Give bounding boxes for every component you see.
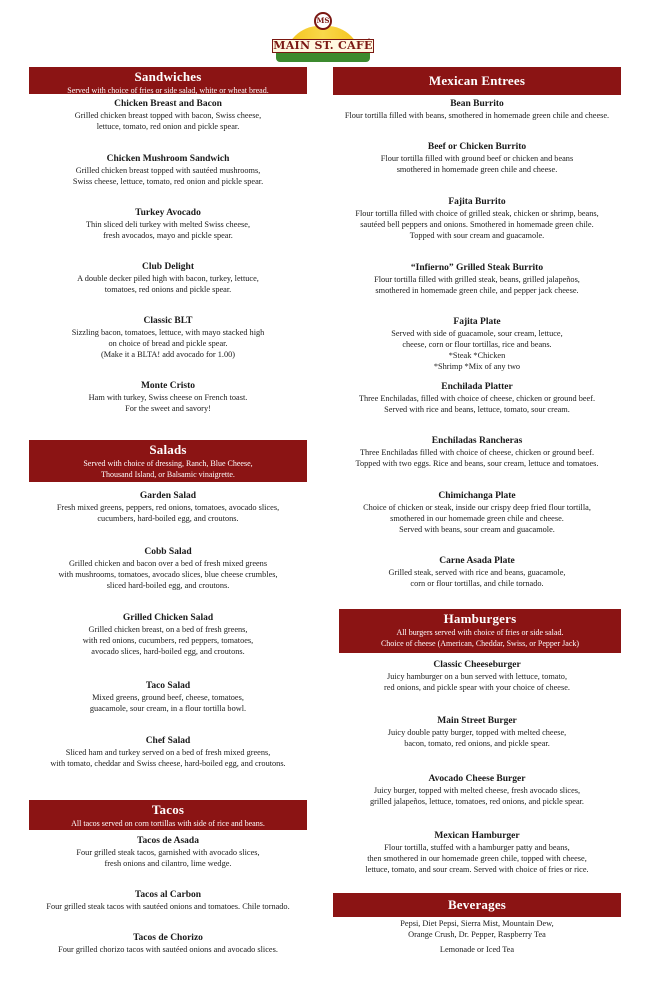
menu-item-name: Chef Salad — [145, 736, 191, 746]
menu-item — [333, 773, 621, 807]
description-line: cucumbers, hard-boiled egg, and croutons. — [97, 514, 239, 523]
menu-item-description — [333, 110, 621, 121]
description-line: Four grilled steak tacos, garnished with avocado slices, — [76, 848, 260, 857]
menu-item-name: Classic Cheeseburger — [433, 660, 521, 670]
menu-item-description — [333, 671, 621, 693]
menu-item-name: Carne Asada Plate — [439, 556, 515, 566]
menu-item — [333, 98, 621, 121]
menu-item-description — [29, 110, 307, 132]
description-line: Juicy hamburger on a bun served with lettuce, tomato, — [386, 672, 568, 681]
description-line: smothered in homemade green chile, and pepper jack cheese. — [375, 286, 579, 295]
description-line: with tomato, cheddar and Swiss cheese, hard-boiled egg, and croutons. — [50, 759, 286, 768]
description-line: Three Enchiladas, filled with choice of cheese, chicken or ground beef. — [358, 394, 596, 403]
description-line: lettuce, tomato, red onion and pickle spear. — [96, 122, 240, 131]
menu-item-description — [29, 327, 307, 360]
description-line: (Make it a BLTA! add avocado for 1.00) — [100, 350, 236, 359]
menu-item-name: Turkey Avocado — [135, 208, 201, 218]
mexican-title: Mexican Entrees — [428, 73, 526, 88]
description-line: Mixed greens, ground beef, cheese, tomatoes, — [92, 693, 244, 702]
menu-item-description — [29, 747, 307, 769]
description-line: with mushrooms, tomatoes, avocado slices, blue cheese crumbles, — [58, 570, 278, 579]
menu-item-name: Fajita Burrito — [448, 197, 506, 207]
menu-item — [29, 315, 307, 360]
description-line: Flour tortilla filled with choice of grilled steak, chicken or shrimp, beans, — [355, 209, 599, 218]
menu-item-description — [333, 447, 621, 469]
main-st-cafe-logo — [272, 12, 374, 62]
mexican-header — [333, 67, 621, 95]
menu-item-description — [333, 567, 621, 589]
menu-item-description — [333, 727, 621, 749]
sandwiches-header — [29, 67, 307, 94]
menu-item-name: “Infierno” Grilled Steak Burrito — [410, 263, 544, 273]
menu-item-description — [333, 918, 621, 940]
menu-item — [333, 196, 621, 241]
menu-item-description — [333, 153, 621, 175]
menu-item — [29, 680, 307, 714]
description-line: Served with beans, sour cream and guacamole. — [399, 525, 555, 534]
menu-item-description — [29, 273, 307, 295]
menu-item-name: Grilled Chicken Salad — [122, 613, 214, 623]
description-line: Sliced ham and turkey served on a bed of fresh mixed greens, — [65, 748, 271, 757]
menu-item-name: Monte Cristo — [140, 381, 196, 391]
menu-item-description — [29, 624, 307, 657]
hamburgers-subtitle: Choice of cheese (American, Cheddar, Swiss, or Pepper Jack) — [380, 639, 580, 648]
description-line: Grilled chicken breast topped with sautéed mushrooms, — [75, 166, 261, 175]
beverages-title: Beverages — [447, 897, 507, 912]
description-line: fresh avocados, mayo and pickle spear. — [103, 231, 233, 240]
menu-item-name: Enchilada Platter — [441, 382, 513, 392]
tacos-title: Tacos — [151, 802, 185, 817]
menu-item — [29, 546, 307, 591]
description-line: Topped with two eggs. Rice and beans, sour cream, lettuce and tomatoes. — [355, 459, 599, 468]
description-line: sliced hard-boiled egg, and croutons. — [106, 581, 230, 590]
description-line: sautéed bell peppers and onions. Smothered in homemade green chile. — [360, 220, 594, 229]
menu-item-name: Avocado Cheese Burger — [428, 774, 526, 784]
menu-item-name: Mexican Hamburger — [434, 831, 520, 841]
description-line: Served with rice and beans, lettuce, tomato, sour cream. — [384, 405, 570, 414]
description-line: Juicy double patty burger, topped with melted cheese, — [387, 728, 567, 737]
description-line: Swiss cheese, lettuce, tomato, red onion and pickle spear. — [72, 177, 264, 186]
menu-item — [29, 261, 307, 295]
menu-item — [29, 153, 307, 187]
description-line: Flour tortilla filled with beans, smothered in homemade green chile and cheese. — [344, 111, 610, 120]
salads-subtitle: Served with choice of dressing, Ranch, Blue Cheese, — [83, 459, 253, 468]
description-line: A double decker piled high with bacon, turkey, lettuce, — [77, 274, 259, 283]
menu-item — [29, 932, 307, 955]
description-line: *Steak *Chicken — [448, 351, 506, 360]
menu-item-name: Fajita Plate — [453, 317, 501, 327]
description-line: red onions, and pickle spear with your choice of cheese. — [384, 683, 570, 692]
menu-item-name: Taco Salad — [145, 681, 191, 691]
menu-item — [333, 262, 621, 296]
menu-item-description — [29, 502, 307, 524]
description-line: fresh onions and cilantro, lime wedge. — [104, 859, 232, 868]
description-line: Flour tortilla, stuffed with a hamburger patty and beans, — [384, 843, 570, 852]
sandwiches-title: Sandwiches — [134, 69, 202, 84]
menu-item — [333, 830, 621, 875]
description-line: Flour tortilla filled with ground beef or chicken and beans — [380, 154, 574, 163]
description-line: lettuce, tomato, and sour cream. Served with choice of fries or rice. — [365, 865, 589, 874]
menu-item — [29, 889, 307, 912]
description-line: tomatoes, red onions and pickle spear. — [104, 285, 232, 294]
description-line: with red onions, cucumbers, red peppers, tomatoes, — [82, 636, 254, 645]
description-line: on choice of bread and pickle spear. — [108, 339, 228, 348]
menu-item — [333, 944, 621, 955]
description-line: Grilled chicken and bacon over a bed of fresh mixed greens — [68, 559, 268, 568]
description-line: Lemonade or Iced Tea — [439, 945, 515, 954]
description-line: grilled jalapeños, lettuce, tomatoes, red onions, and pickle spear. — [369, 797, 585, 806]
description-line: Thin sliced deli turkey with melted Swiss cheese, — [85, 220, 251, 229]
menu-item-description — [333, 393, 621, 415]
menu-item — [333, 381, 621, 415]
menu-item — [333, 141, 621, 175]
menu-item-name: Club Delight — [142, 262, 194, 272]
description-line: Grilled chicken breast, on a bed of fresh greens, — [88, 625, 248, 634]
menu-item-name: Chicken Mushroom Sandwich — [106, 154, 230, 164]
description-line: cheese, corn or flour tortillas, rice and beans. — [402, 340, 552, 349]
description-line: Flour tortilla filled with grilled steak, beans, grilled jalapeños, — [374, 275, 580, 284]
menu-item — [29, 735, 307, 769]
menu-item-description — [333, 502, 621, 535]
menu-item — [29, 207, 307, 241]
menu-item — [29, 98, 307, 132]
menu-item — [333, 715, 621, 749]
menu-item-description — [29, 847, 307, 869]
menu-item — [333, 918, 621, 940]
menu-item-description — [333, 274, 621, 296]
description-line: Four grilled steak tacos with sautéed onions and tomatoes. Chile tornado. — [46, 902, 290, 911]
description-line: bacon, tomato, red onions, and pickle spear. — [404, 739, 550, 748]
logo-name: MAIN ST. CAFÉ — [273, 39, 373, 52]
menu-item-name: Garden Salad — [139, 491, 197, 501]
menu-item — [333, 490, 621, 535]
menu-item-description — [29, 692, 307, 714]
beverages-header — [333, 893, 621, 917]
hamburgers-title: Hamburgers — [443, 611, 517, 626]
menu-item-description — [333, 785, 621, 807]
description-line: corn or flour tortillas, and chile tornado. — [410, 579, 544, 588]
menu-item-name: Enchiladas Rancheras — [431, 436, 523, 446]
description-line: Grilled chicken breast topped with bacon, Swiss cheese, — [74, 111, 262, 120]
description-line: avocado slices, hard-boiled egg, and croutons. — [91, 647, 245, 656]
menu-item-description — [29, 219, 307, 241]
description-line: Pepsi, Diet Pepsi, Sierra Mist, Mountain Dew, — [400, 919, 554, 928]
description-line: *Shrimp *Mix of any two — [433, 362, 521, 371]
salads-subtitle: Thousand Island, or Balsamic vinaigrette. — [101, 470, 235, 479]
menu-item-description — [29, 165, 307, 187]
description-line: Four grilled chorizo tacos with sautéed onions and avocado slices. — [58, 945, 278, 954]
description-line: Three Enchiladas filled with choice of cheese, chicken or ground beef. — [359, 448, 595, 457]
tacos-header — [29, 800, 307, 830]
menu-item-name: Tacos al Carbon — [134, 890, 202, 900]
logo-badge: MS — [314, 12, 332, 30]
menu-item — [29, 490, 307, 524]
menu-item-name: Cobb Salad — [144, 547, 192, 557]
menu-item-name: Chimichanga Plate — [438, 491, 516, 501]
menu-item-description — [333, 208, 621, 241]
description-line: Grilled steak, served with rice and beans, guacamole, — [388, 568, 566, 577]
menu-item-description — [29, 558, 307, 591]
menu-item — [29, 835, 307, 869]
menu-item-description — [29, 392, 307, 414]
description-line: Served with side of guacamole, sour cream, lettuce, — [391, 329, 563, 338]
description-line: guacamole, sour cream, in a flour tortilla bowl. — [89, 704, 247, 713]
description-line: Ham with turkey, Swiss cheese on French toast. — [88, 393, 248, 402]
sandwiches-subtitle: Served with choice of fries or side salad, white or wheat bread. — [67, 86, 269, 95]
menu-item-description — [333, 842, 621, 875]
menu-item — [29, 380, 307, 414]
salads-title: Salads — [149, 442, 187, 457]
description-line: Topped with sour cream and guacamole. — [409, 231, 545, 240]
menu-item-name: Classic BLT — [143, 316, 193, 326]
menu-item-name: Bean Burrito — [450, 99, 504, 109]
salads-header — [29, 440, 307, 482]
menu-item — [29, 612, 307, 657]
description-line: Sizzling bacon, tomatoes, lettuce, with mayo stacked high — [71, 328, 265, 337]
menu-item-description — [333, 944, 621, 955]
description-line: smothered in our homemade green chile and cheese. — [390, 514, 564, 523]
menu-item-name: Main Street Burger — [437, 716, 517, 726]
ground-graphic — [276, 52, 370, 62]
menu-item-description — [29, 901, 307, 912]
menu-item — [333, 435, 621, 469]
description-line: then smothered in our homemade green chile, topped with cheese, — [367, 854, 587, 863]
description-line: Choice of chicken or steak, inside our crispy deep fried flour tortilla, — [363, 503, 591, 512]
hamburgers-header — [339, 609, 621, 653]
description-line: Juicy burger, topped with melted cheese, fresh avocado slices, — [373, 786, 581, 795]
menu-item — [333, 659, 621, 693]
menu-item-description — [333, 328, 621, 372]
menu-item-name: Beef or Chicken Burrito — [427, 142, 527, 152]
tacos-subtitle: All tacos served on corn tortillas with side of rice and beans. — [71, 819, 265, 828]
menu-item — [333, 316, 621, 372]
hamburgers-subtitle: All burgers served with choice of fries or side salad. — [396, 628, 564, 637]
menu-item — [333, 555, 621, 589]
description-line: For the sweet and savory! — [125, 404, 211, 413]
description-line: Fresh mixed greens, peppers, red onions, tomatoes, avocado slices, — [56, 503, 280, 512]
menu-item-description — [29, 944, 307, 955]
menu-item-name: Tacos de Chorizo — [133, 933, 203, 943]
description-line: smothered in homemade green chile and cheese. — [396, 165, 558, 174]
description-line: Orange Crush, Dr. Pepper, Raspberry Tea — [408, 930, 546, 939]
menu-item-name: Tacos de Asada — [137, 836, 199, 846]
menu-item-name: Chicken Breast and Bacon — [114, 99, 222, 109]
